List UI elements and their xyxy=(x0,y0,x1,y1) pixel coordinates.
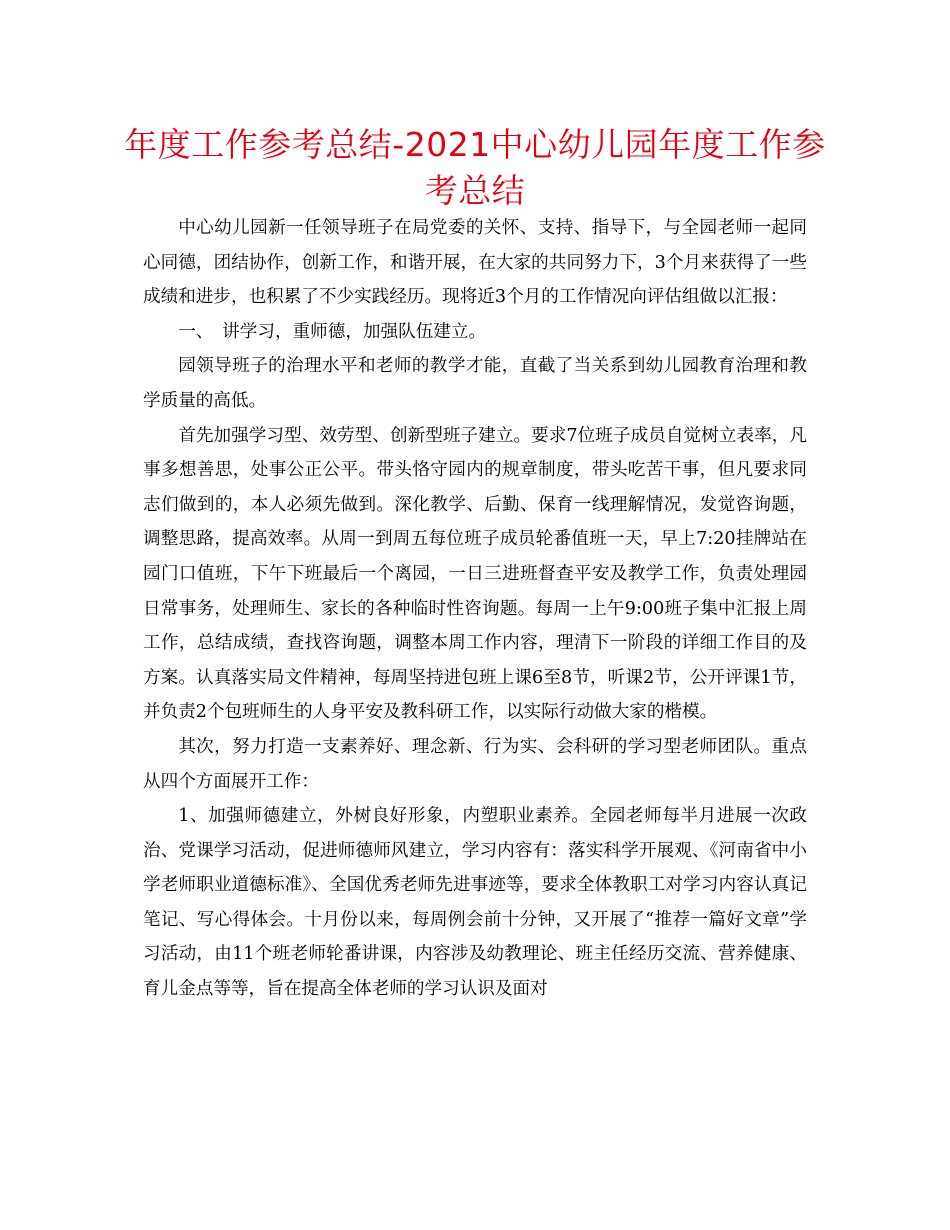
paragraph-section-heading: 一、 讲学习，重师德，加强队伍建立。 xyxy=(178,321,487,342)
document-title: 年度工作参考总结-2021中心幼儿园年度工作参考总结 xyxy=(124,125,826,210)
paragraph-teacher-team: 其次，努力打造一支素养好、理念新、行为实、会科研的学习型老师团队。重点从四个方面展开工作： xyxy=(143,736,807,792)
paragraph-leadership: 园领导班子的治理水平和老师的教学才能，直截了当关系到幼儿园教育治理和教学质量的高低。 xyxy=(143,356,807,411)
document-body xyxy=(143,211,807,1007)
paragraph-team-building: 首先加强学习型、效劳型、创新型班子建立。要求7位班子成员自觉树立表率，凡事多想善思，处事公正公平。带头恪守园内的规章制度，带头吃苦干事，但凡要求同志们做到的，本人必须先做到。深化教学、后勤、保育一线理解情况，发觉咨询题，调整思路，提高效率。从周一到周五每位班子成员轮番值班一天，早上7:20挂牌站在园门口值班，下午下班最后一个离园，一日三进班督查平安及教学工作，负责处理园日常事务，处理师生、家长的各种临时性咨询题。每周一上午9:00班子集中汇报上周工作，总结成绩，查找咨询题，调整本周工作内容，理清下一阶段的详细工作目的及方案。认真落实局文件精神，每周坚持进包班上课6至8节，听课2节，公开评课1节，并负责2个包班师生的人身平安及教科研工作，以实际行动做大家的楷模。 xyxy=(143,425,807,723)
paragraph-intro: 中心幼儿园新一任领导班子在局党委的关怀、支持、指导下，与全园老师一起同心同德，团结协作，创新工作，和谐开展，在大家的共同努力下，3个月来获得了一些成绩和进步，也积累了不少实践经历。现将近3个月的工作情况向评估组做以汇报： xyxy=(143,218,807,308)
paragraph-ethics: 1、加强师德建立，外树良好形象，内塑职业素养。全园老师每半月进展一次政治、党课学习活动，促进师德师风建立，学习内容有：落实科学开展观、《河南省中小学老师职业道德标准》、全国优秀老师先进事迹等，要求全体教职工对学习内容认真记笔记、写心得体会。十月份以来，每周例会前十分钟，又开展了“推荐一篇好文章”学习活动，由11个班老师轮番讲课，内容涉及幼教理论、班主任经历交流、营养健康、育儿金点等等，旨在提高全体老师的学习认识及面对 xyxy=(143,806,807,1000)
